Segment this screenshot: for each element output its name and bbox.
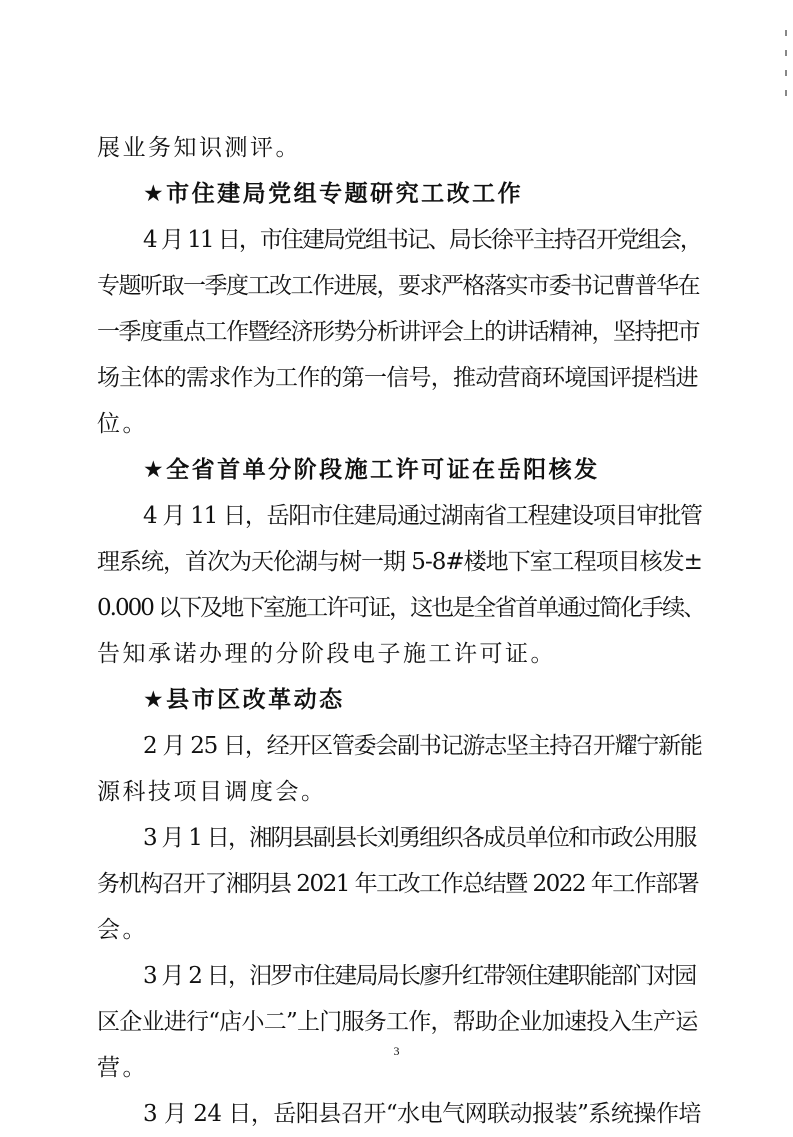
- paragraph-line: 源科技项目调度会。: [97, 779, 327, 805]
- section-heading: ★全省首单分阶段施工许可证在岳阳核发: [143, 457, 600, 483]
- paragraph-line: 0.000 以下及地下室施工许可证，这也是全省首单通过简化手续、: [97, 595, 705, 621]
- paragraph-line: 位。: [97, 411, 148, 437]
- paragraph-line: 一季度重点工作暨经济形势分析讲评会上的讲话精神，坚持把市: [97, 319, 699, 345]
- paragraph-line: 3 月 1 日，湘阴县副县长刘勇组织各成员单位和市政公用服: [143, 825, 696, 851]
- scan-edge-marks: [785, 30, 787, 110]
- paragraph-line: 专题听取一季度工改工作进展，要求严格落实市委书记曹普华在: [97, 273, 699, 299]
- paragraph-line: 4 月 11 日，岳阳市住建局通过湖南省工程建设项目审批管: [143, 503, 702, 529]
- document-body: [97, 125, 705, 1137]
- paragraph-line: 营。: [97, 1055, 148, 1081]
- paragraph-line: 理系统，首次为天伦湖与树一期 5-8#楼地下室工程项目核发±: [97, 549, 702, 575]
- paragraph-line: 展业务知识测评。: [97, 135, 301, 161]
- paragraph-line: 3 月 24 日，岳阳县召开“水电气网联动报装”系统操作培: [143, 1101, 701, 1127]
- paragraph-line: 4 月 11 日，市住建局党组书记、局长徐平主持召开党组会，: [143, 227, 701, 253]
- section-heading: ★市住建局党组专题研究工改工作: [143, 181, 524, 207]
- paragraph-line: 3 月 2 日，汨罗市住建局局长廖升红带领住建职能部门对园: [143, 963, 696, 989]
- paragraph-line: 告知承诺办理的分阶段电子施工许可证。: [97, 641, 556, 667]
- paragraph-line: 区企业进行“店小二”上门服务工作，帮助企业加速投入生产运: [97, 1009, 698, 1035]
- section-heading: ★县市区改革动态: [143, 687, 345, 713]
- page-number: 3: [393, 1044, 400, 1058]
- paragraph-line: 务机构召开了湘阴县 2021 年工改工作总结暨 2022 年工作部署: [97, 871, 699, 897]
- paragraph-line: 会。: [97, 917, 148, 943]
- paragraph-line: 场主体的需求作为工作的第一信号，推动营商环境国评提档进: [97, 365, 698, 391]
- paragraph-line: 2 月 25 日，经开区管委会副书记游志坚主持召开耀宁新能: [143, 733, 702, 759]
